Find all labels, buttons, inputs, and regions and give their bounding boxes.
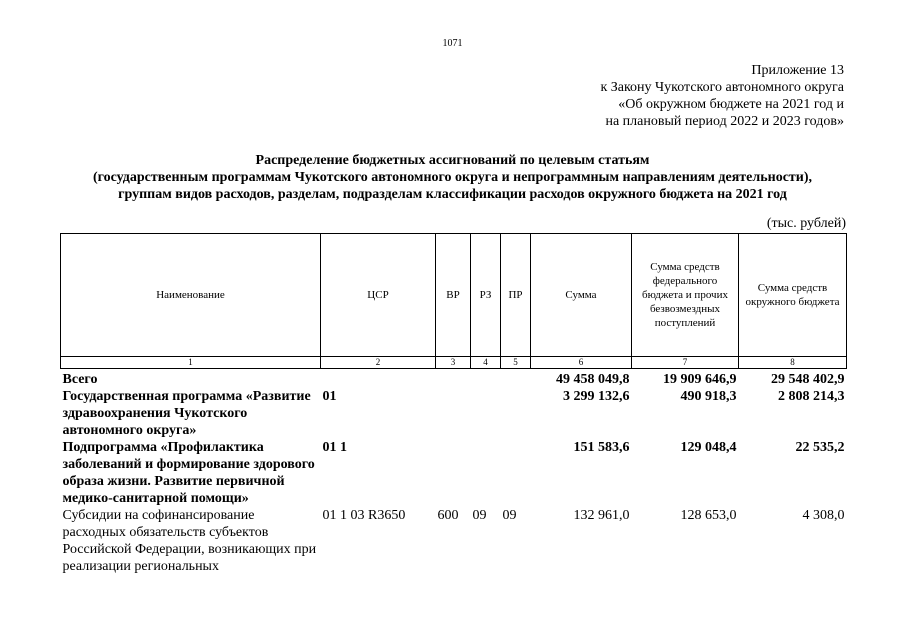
column-number: 1 [61, 357, 321, 369]
row-pr: 09 [502, 508, 517, 523]
header-federal: Сумма средств федерального бюджета и прочих безвозмездных поступлений [632, 234, 739, 357]
appendix-line: к Закону Чукотского автономного округа [600, 80, 844, 95]
row-district: 4 308,0 [802, 508, 845, 523]
row-name: Всего [62, 372, 98, 387]
page-number: 1071 [442, 38, 463, 49]
table-row-subsidy [61, 507, 847, 575]
units-label: (тыс. рублей) [766, 216, 846, 231]
row-rz [471, 439, 501, 507]
title-line: группам видов расходов, разделам, подразделам классификации расходов окружного бюджета на 2021 год [118, 187, 787, 202]
header-pr: ПР [501, 234, 531, 357]
row-csr [321, 369, 436, 389]
header-csr: ЦСР [321, 234, 436, 357]
header-sum: Сумма [531, 234, 632, 357]
header-rz: РЗ [471, 234, 501, 357]
table-row-subprogram [61, 439, 847, 507]
column-number: 8 [739, 357, 847, 369]
row-federal: 490 918,3 [680, 389, 737, 404]
row-pr [501, 388, 531, 439]
header-district: Сумма средств окружного бюджета [739, 234, 847, 357]
row-name: Государственная программа «Развитие здравоохранения Чукотского автономного округа» [62, 389, 311, 438]
row-district: 2 808 214,3 [778, 389, 845, 404]
row-sum: 3 299 132,6 [563, 389, 630, 404]
row-district: 29 548 402,9 [771, 372, 845, 387]
row-vr [436, 439, 471, 507]
row-name: Субсидии на софинансирование расходных обязательств субъектов Российской Федерации, возникающих при реализации региональных [62, 508, 317, 574]
appendix-line: Приложение 13 [751, 63, 844, 78]
row-vr [436, 369, 471, 389]
row-csr: 01 1 [322, 440, 347, 455]
table-row-total [61, 369, 847, 389]
row-sum: 151 583,6 [573, 440, 630, 455]
header-name: Наименование [61, 234, 321, 357]
row-pr [501, 439, 531, 507]
column-number: 4 [471, 357, 501, 369]
table-row-program [61, 388, 847, 439]
row-rz [471, 369, 501, 389]
row-sum: 49 458 049,8 [556, 372, 630, 387]
row-federal: 128 653,0 [680, 508, 737, 523]
row-rz [471, 388, 501, 439]
row-pr [501, 369, 531, 389]
row-rz: 09 [472, 508, 487, 523]
row-district: 22 535,2 [795, 440, 845, 455]
header-row [61, 234, 847, 357]
row-sum: 132 961,0 [573, 508, 630, 523]
row-csr: 01 [322, 389, 337, 404]
row-federal: 129 048,4 [680, 440, 737, 455]
row-federal: 19 909 646,9 [663, 372, 737, 387]
row-csr: 01 1 03 R3650 [322, 508, 406, 523]
row-vr: 600 [437, 508, 459, 523]
document-title [40, 152, 865, 203]
title-line: (государственным программам Чукотского автономного округа и непрограммным направлениям деятельности), [92, 170, 813, 185]
appendix-line: на плановый период 2022 и 2023 годов» [605, 114, 844, 129]
column-number: 3 [436, 357, 471, 369]
budget-table [60, 233, 847, 575]
appendix-line: «Об окружном бюджете на 2021 год и [618, 97, 844, 112]
appendix-heading [600, 62, 844, 130]
row-vr [436, 388, 471, 439]
column-number: 6 [531, 357, 632, 369]
title-line: Распределение бюджетных ассигнований по целевым статьям [255, 153, 650, 168]
column-number: 5 [501, 357, 531, 369]
header-vr: ВР [436, 234, 471, 357]
column-number-row [61, 357, 847, 369]
column-number: 7 [632, 357, 739, 369]
row-name: Подпрограмма «Профилактика заболеваний и формирование здорового образа жизни. Развитие первичной медико-санитарной помощи» [62, 440, 315, 506]
column-number: 2 [321, 357, 436, 369]
